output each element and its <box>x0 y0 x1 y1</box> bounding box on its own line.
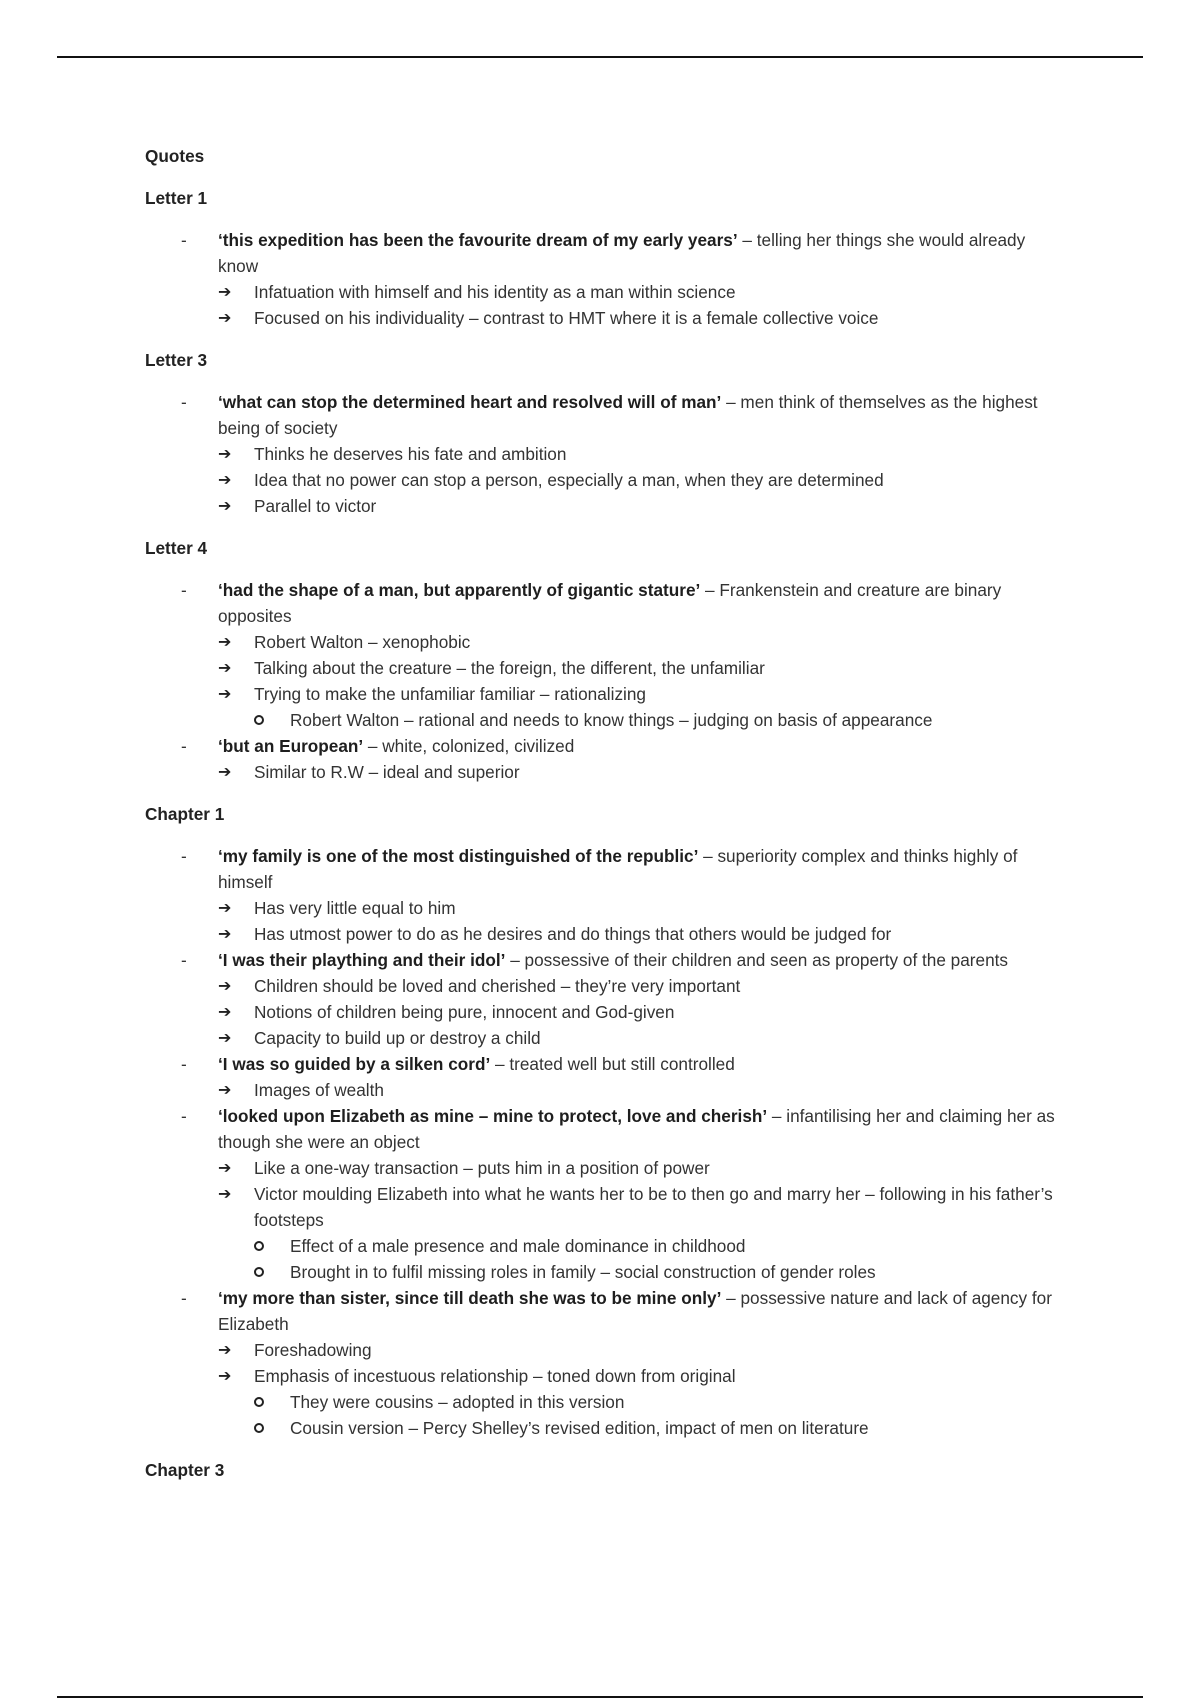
arrow-bullet-icon: ➔ <box>218 496 232 515</box>
quote-line <box>218 1285 1065 1337</box>
sub-point-text: Robert Walton – rational and needs to know things – judging on basis of appearance <box>290 710 933 730</box>
analysis-point <box>218 305 1065 331</box>
section <box>145 185 1065 331</box>
section-heading: Letter 3 <box>145 350 208 370</box>
quote-line <box>218 843 1065 895</box>
quote-item <box>145 733 1065 785</box>
quote-text: ‘my more than sister, since till death she was to be mine only’ <box>218 1288 722 1308</box>
footer-rule <box>57 1696 1143 1698</box>
analysis-point <box>218 467 1065 493</box>
analysis-point <box>218 1155 1065 1181</box>
analysis-point <box>218 681 1065 733</box>
sub-point-text: Brought in to fulfil missing roles in family – social construction of gender roles <box>290 1262 876 1282</box>
analysis-point <box>218 655 1065 681</box>
arrow-bullet-icon: ➔ <box>218 1366 232 1385</box>
sub-point-list <box>254 707 1065 733</box>
analysis-text: Emphasis of incestuous relationship – toned down from original <box>254 1366 736 1386</box>
sub-point-text: They were cousins – adopted in this version <box>290 1392 625 1412</box>
quote-list <box>145 843 1065 1441</box>
analysis-list <box>218 895 1065 947</box>
analysis-text: Focused on his individuality – contrast to HMT where it is a female collective voice <box>254 308 879 328</box>
quote-comment: – treated well but still controlled <box>490 1054 735 1074</box>
arrow-bullet-icon: ➔ <box>218 684 232 703</box>
analysis-text: Robert Walton – xenophobic <box>254 632 471 652</box>
quote-text: ‘but an European’ <box>218 736 364 756</box>
analysis-point <box>218 1363 1065 1441</box>
quote-item <box>145 1051 1065 1103</box>
analysis-text: Trying to make the unfamiliar familiar – rationalizing <box>254 684 646 704</box>
arrow-bullet-icon: ➔ <box>218 762 232 781</box>
analysis-text: Victor moulding Elizabeth into what he wants her to be to then go and marry her – following in his father’s footsteps <box>254 1184 1053 1230</box>
arrow-bullet-icon: ➔ <box>218 1002 232 1021</box>
quote-item <box>145 1103 1065 1285</box>
quote-text: ‘looked upon Elizabeth as mine – mine to protect, love and cherish’ <box>218 1106 768 1126</box>
quote-item <box>145 227 1065 331</box>
analysis-list <box>218 973 1065 1051</box>
quote-line <box>218 227 1065 279</box>
quote-list <box>145 389 1065 519</box>
quote-item <box>145 947 1065 1051</box>
analysis-list <box>218 1155 1065 1285</box>
quote-comment: – possessive nature and lack of agency for Elizabeth <box>218 1288 1052 1334</box>
analysis-list <box>218 759 1065 785</box>
analysis-point <box>218 1077 1065 1103</box>
quote-text: ‘this expedition has been the favourite dream of my early years’ <box>218 230 738 250</box>
section <box>145 801 1065 1441</box>
analysis-text: Like a one-way transaction – puts him in a position of power <box>254 1158 710 1178</box>
analysis-text: Capacity to build up or destroy a child <box>254 1028 541 1048</box>
circle-bullet-icon <box>254 1423 264 1433</box>
analysis-text: Children should be loved and cherished – they’re very important <box>254 976 741 996</box>
section-heading: Chapter 3 <box>145 1460 225 1480</box>
analysis-list <box>218 1337 1065 1441</box>
section <box>145 535 1065 785</box>
sub-point-list <box>254 1389 1065 1441</box>
analysis-text: Notions of children being pure, innocent and God-given <box>254 1002 675 1022</box>
arrow-bullet-icon: ➔ <box>218 470 232 489</box>
section-heading: Letter 1 <box>145 188 208 208</box>
circle-bullet-icon <box>254 1267 264 1277</box>
analysis-text: Has very little equal to him <box>254 898 456 918</box>
quote-comment: – Frankenstein and creature are binary opposites <box>218 580 1002 626</box>
analysis-text: Foreshadowing <box>254 1340 372 1360</box>
quote-line <box>218 733 1065 759</box>
arrow-bullet-icon: ➔ <box>218 1080 232 1099</box>
arrow-bullet-icon: ➔ <box>218 632 232 651</box>
analysis-point <box>218 629 1065 655</box>
section-heading: Chapter 1 <box>145 804 225 824</box>
analysis-text: Parallel to victor <box>254 496 377 516</box>
analysis-list <box>218 629 1065 733</box>
quote-text: ‘what can stop the determined heart and resolved will of man’ <box>218 392 722 412</box>
sub-point <box>254 1415 1065 1441</box>
analysis-list <box>218 279 1065 331</box>
analysis-text: Infatuation with himself and his identity as a man within science <box>254 282 736 302</box>
quote-text: ‘I was their plaything and their idol’ <box>218 950 506 970</box>
quote-text: ‘had the shape of a man, but apparently of gigantic stature’ <box>218 580 701 600</box>
analysis-point <box>218 895 1065 921</box>
analysis-text: Idea that no power can stop a person, especially a man, when they are determined <box>254 470 884 490</box>
sub-point-text: Cousin version – Percy Shelley’s revised edition, impact of men on literature <box>290 1418 869 1438</box>
quote-comment: – superiority complex and thinks highly of himself <box>218 846 1018 892</box>
quote-item <box>145 843 1065 947</box>
sub-point <box>254 1389 1065 1415</box>
analysis-text: Images of wealth <box>254 1080 384 1100</box>
analysis-point <box>218 493 1065 519</box>
quote-text: ‘my family is one of the most distinguished of the republic’ <box>218 846 699 866</box>
arrow-bullet-icon: ➔ <box>218 282 232 301</box>
analysis-point <box>218 1025 1065 1051</box>
section <box>145 347 1065 519</box>
quote-line <box>218 389 1065 441</box>
analysis-text: Similar to R.W – ideal and superior <box>254 762 520 782</box>
quote-comment: – infantilising her and claiming her as though she were an object <box>218 1106 1055 1152</box>
arrow-bullet-icon: ➔ <box>218 976 232 995</box>
circle-bullet-icon <box>254 1241 264 1251</box>
quote-item <box>145 1285 1065 1441</box>
analysis-point <box>218 1337 1065 1363</box>
arrow-bullet-icon: ➔ <box>218 924 232 943</box>
quote-comment: – telling her things she would already know <box>218 230 1026 276</box>
analysis-point <box>218 279 1065 305</box>
document-body <box>145 143 1065 1499</box>
quote-item <box>145 389 1065 519</box>
quote-comment: – white, colonized, civilized <box>363 736 575 756</box>
quote-line <box>218 1103 1065 1155</box>
analysis-point <box>218 1181 1065 1285</box>
quote-list <box>145 577 1065 785</box>
arrow-bullet-icon: ➔ <box>218 444 232 463</box>
analysis-list <box>218 441 1065 519</box>
arrow-bullet-icon: ➔ <box>218 1340 232 1359</box>
sub-point <box>254 707 1065 733</box>
quote-line <box>218 1051 1065 1077</box>
analysis-point <box>218 999 1065 1025</box>
header-rule <box>57 56 1143 58</box>
quote-line <box>218 947 1065 973</box>
analysis-text: Has utmost power to do as he desires and do things that others would be judged for <box>254 924 892 944</box>
circle-bullet-icon <box>254 715 264 725</box>
quote-list <box>145 227 1065 331</box>
quote-text: ‘I was so guided by a silken cord’ <box>218 1054 491 1074</box>
sub-point-list <box>254 1233 1065 1285</box>
section <box>145 1457 1065 1483</box>
analysis-point <box>218 759 1065 785</box>
sub-point <box>254 1259 1065 1285</box>
quote-comment: – possessive of their children and seen as property of the parents <box>505 950 1009 970</box>
quote-line <box>218 577 1065 629</box>
analysis-text: Thinks he deserves his fate and ambition <box>254 444 567 464</box>
analysis-point <box>218 921 1065 947</box>
analysis-text: Talking about the creature – the foreign, the different, the unfamiliar <box>254 658 765 678</box>
circle-bullet-icon <box>254 1397 264 1407</box>
analysis-point <box>218 441 1065 467</box>
quote-item <box>145 577 1065 733</box>
document-title: Quotes <box>145 146 205 166</box>
quote-comment: – men think of themselves as the highest being of society <box>218 392 1038 438</box>
arrow-bullet-icon: ➔ <box>218 1028 232 1047</box>
arrow-bullet-icon: ➔ <box>218 658 232 677</box>
analysis-point <box>218 973 1065 999</box>
arrow-bullet-icon: ➔ <box>218 898 232 917</box>
arrow-bullet-icon: ➔ <box>218 1158 232 1177</box>
sub-point <box>254 1233 1065 1259</box>
section-heading: Letter 4 <box>145 538 208 558</box>
sections-container <box>145 185 1065 1483</box>
arrow-bullet-icon: ➔ <box>218 1184 232 1203</box>
arrow-bullet-icon: ➔ <box>218 308 232 327</box>
sub-point-text: Effect of a male presence and male dominance in childhood <box>290 1236 746 1256</box>
analysis-list <box>218 1077 1065 1103</box>
